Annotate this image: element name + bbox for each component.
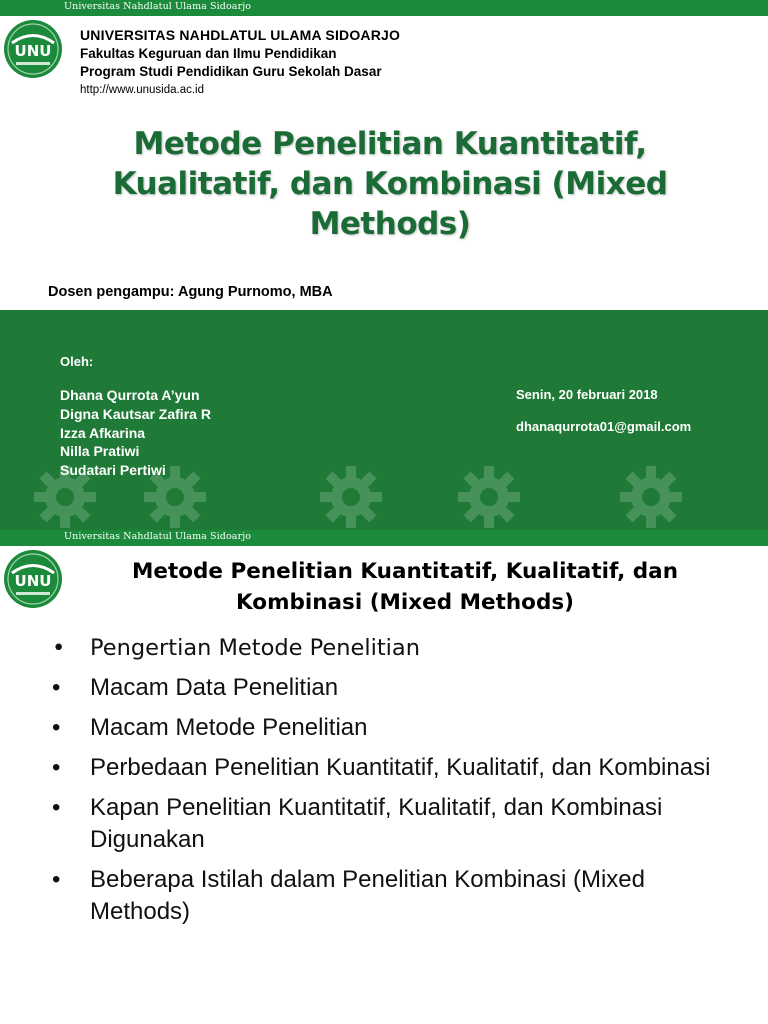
list-item [52, 864, 732, 928]
list-item-text: Macam Metode Penelitian [90, 714, 368, 741]
list-item [52, 632, 732, 664]
logo-wordmark: UNU [14, 572, 52, 590]
author-name: Digna Kautsar Zafira R [60, 406, 211, 422]
bullet-icon: • [52, 866, 61, 893]
university-logo [2, 548, 64, 610]
bullet-icon: • [52, 714, 61, 741]
header-band-text: Universitas Nahdlatul Ulama Sidoarjo [64, 531, 252, 542]
contact-email[interactable]: dhanaqurrota01@gmail.com [516, 419, 692, 434]
university-logo [2, 18, 64, 80]
author-name: Dhana Qurrota A’yun [60, 387, 200, 403]
outline-list [52, 632, 732, 936]
outline-title-line: Kombinasi (Mixed Methods) [236, 590, 574, 615]
bullet-icon: • [52, 674, 61, 701]
outline-title-line: Metode Penelitian Kuantitatif, Kualitatif, dan [131, 559, 678, 584]
bullet-icon: • [52, 635, 66, 661]
presentation-date: Senin, 20 februari 2018 [516, 387, 658, 402]
cover-title-line: Methods) [309, 206, 471, 242]
gear-icon [454, 462, 524, 530]
author-panel [0, 310, 768, 530]
list-item [52, 752, 732, 784]
gear-icon [616, 462, 686, 530]
institution-url[interactable]: http://www.unusida.ac.id [80, 84, 205, 96]
by-label: Oleh: [60, 354, 94, 369]
list-item-text: Beberapa Istilah dalam Penelitian Kombinasi (Mixed Methods) [90, 866, 645, 925]
institution-name: UNIVERSITAS NAHDLATUL ULAMA SIDOARJO [80, 27, 401, 43]
list-item-text: Macam Data Penelitian [90, 674, 339, 701]
author-name: Izza Afkarina [60, 425, 146, 441]
list-item-text: Kapan Penelitian Kuantitatif, Kualitatif, dan Kombinasi Digunakan [90, 794, 663, 853]
faculty-name: Fakultas Keguruan dan Ilmu Pendidikan [80, 46, 337, 61]
outline-slide [0, 530, 768, 1024]
cover-title-line: Kualitatif, dan Kombinasi (Mixed [112, 166, 668, 202]
logo-wordmark: UNU [14, 42, 52, 60]
outline-title [90, 556, 720, 618]
list-item [52, 672, 732, 704]
header-band [0, 530, 768, 546]
header-band-text: Universitas Nahdlatul Ulama Sidoarjo [64, 1, 252, 12]
program-name: Program Studi Pendidikan Guru Sekolah Dasar [80, 64, 382, 79]
list-item [52, 712, 732, 744]
lecturer-name: Dosen pengampu: Agung Purnomo, MBA [48, 284, 333, 300]
list-item [52, 792, 732, 856]
author-name: Sudatari Pertiwi [60, 462, 166, 478]
cover-title-line: Metode Penelitian Kuantitatif, [133, 126, 647, 162]
header-band [0, 0, 768, 16]
list-item-text: Pengertian Metode Penelitian [90, 635, 420, 661]
bullet-icon: • [52, 794, 61, 821]
cover-title [40, 124, 740, 244]
gear-icon [316, 462, 386, 530]
author-name: Nilla Pratiwi [60, 443, 140, 459]
bullet-icon: • [52, 754, 61, 781]
list-item-text: Perbedaan Penelitian Kuantitatif, Kualitatif, dan Kombinasi [90, 754, 711, 781]
